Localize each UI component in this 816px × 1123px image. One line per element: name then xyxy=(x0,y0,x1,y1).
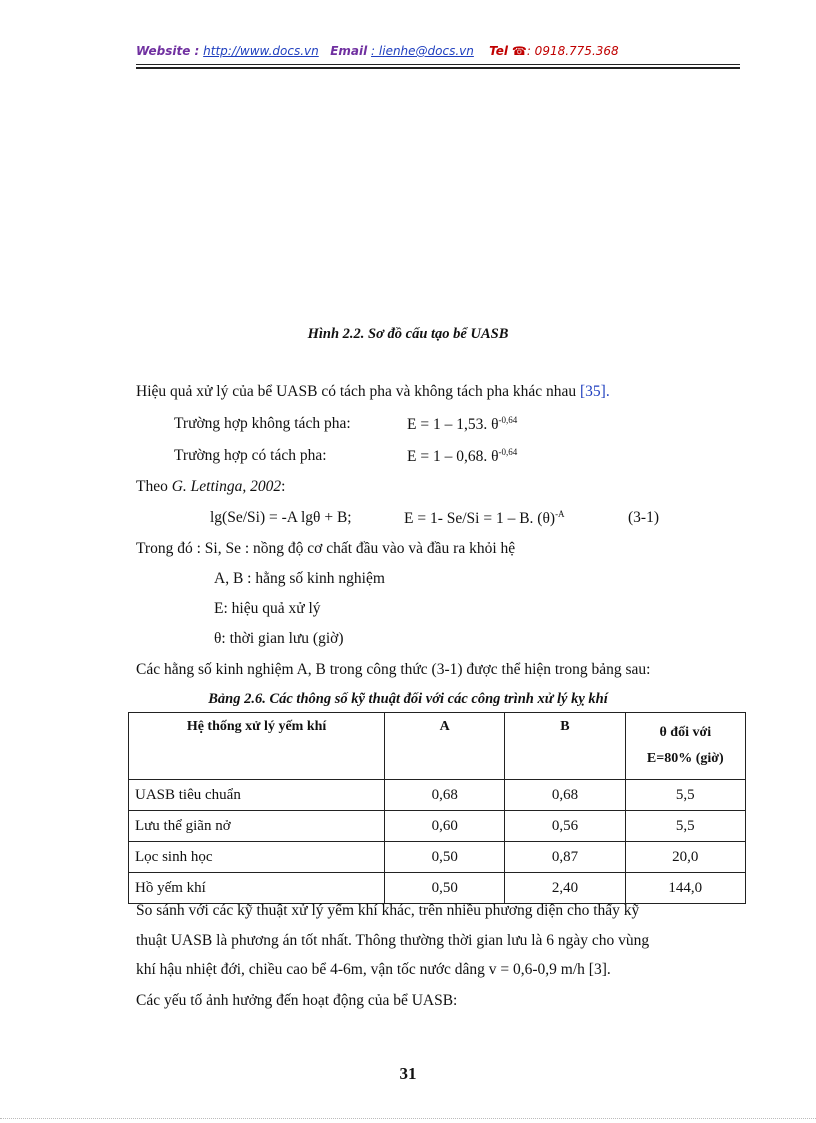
cell-b: 2,40 xyxy=(505,873,625,904)
specs-table xyxy=(128,712,746,904)
cell-theta: 5,5 xyxy=(625,780,745,811)
cell-a: 0,68 xyxy=(385,780,505,811)
cell-system: Hồ yếm khí xyxy=(129,873,385,904)
cell-theta: 5,5 xyxy=(625,811,745,842)
cell-a: 0,50 xyxy=(385,842,505,873)
paragraph-efficiency xyxy=(136,383,610,401)
cell-b: 0,68 xyxy=(505,780,625,811)
header-a: A xyxy=(385,713,505,780)
comparison-line-2: thuật UASB là phương án tốt nhất. Thông thường thời gian lưu là 6 ngày cho vùng xyxy=(136,932,650,949)
tel-label: Tel xyxy=(489,44,509,58)
source-author: G. Lettinga, 2002 xyxy=(171,478,282,495)
where-line-1: Trong đó : Si, Se : nồng độ cơ chất đầu vào và đầu ra khỏi hệ xyxy=(136,540,516,557)
table-row xyxy=(129,842,746,873)
header-system: Hệ thống xử lý yếm khí xyxy=(129,713,385,780)
case-no-separation-formula xyxy=(407,415,517,434)
source-line xyxy=(136,478,285,496)
email-label: Email xyxy=(330,44,368,58)
cell-a: 0,60 xyxy=(385,811,505,842)
footer-dotted-rule xyxy=(0,1118,816,1119)
header-rule-thick xyxy=(136,67,740,69)
website-link[interactable]: http://www.docs.vn xyxy=(203,44,319,58)
email-link[interactable]: : lienhe@docs.vn xyxy=(371,44,474,58)
case-separation-label: Trường hợp có tách pha: xyxy=(174,447,327,464)
source-suffix: : xyxy=(281,478,286,495)
table-caption: Bảng 2.6. Các thông số kỹ thuật đối với các công trình xử lý kỵ khí xyxy=(208,691,608,707)
formula-text: E = 1 – 0,68. θ xyxy=(407,448,499,466)
cell-system: Lưu thể giãn nở xyxy=(129,811,385,842)
website-label: Website : xyxy=(136,44,200,58)
equation-exponent: -A xyxy=(555,509,565,519)
header-b: B xyxy=(505,713,625,780)
cell-theta: 20,0 xyxy=(625,842,745,873)
table-row xyxy=(129,873,746,904)
paragraph-efficiency-text: Hiệu quả xử lý của bể UASB có tách pha và không tách pha khác nhau xyxy=(136,383,577,400)
header-theta-line-1: θ đối với xyxy=(659,725,712,740)
cell-system: UASB tiêu chuẩn xyxy=(129,780,385,811)
page-number: 31 xyxy=(399,1064,417,1083)
header-rule-thin xyxy=(136,64,740,65)
cell-b: 0,56 xyxy=(505,811,625,842)
cell-a: 0,50 xyxy=(385,873,505,904)
comparison-line-1: So sánh với các kỹ thuật xử lý yếm khí khác, trên nhiều phương diện cho thấy kỹ xyxy=(136,902,640,919)
where-line-3: E: hiệu quả xử lý xyxy=(214,600,321,617)
phone-icon: ☎ xyxy=(511,44,527,58)
where-line-4: θ: thời gian lưu (giờ) xyxy=(214,630,344,647)
where-line-2: A, B : hằng số kinh nghiệm xyxy=(214,570,385,587)
equation-right-text: E = 1- Se/Si = 1 – B. (θ) xyxy=(404,510,556,528)
comparison-line-3: khí hậu nhiệt đới, chiều cao bể 4-6m, vận tốc nước dâng v = 0,6-0,9 m/h [3]. xyxy=(136,961,611,978)
cell-system: Lọc sinh học xyxy=(129,842,385,873)
figure-caption: Hình 2.2. Sơ đồ cấu tạo bể UASB xyxy=(307,326,509,342)
factors-heading: Các yếu tố ảnh hưởng đến hoạt động của bể UASB: xyxy=(136,992,458,1009)
table-header-row xyxy=(129,713,746,780)
case-no-separation-label: Trường hợp không tách pha: xyxy=(174,415,351,432)
header-theta-line-2: E=80% (giờ) xyxy=(646,751,724,766)
equation-left: lg(Se/Si) = -A lgθ + B; xyxy=(210,509,352,526)
equation-right xyxy=(404,509,565,528)
case-separation-formula xyxy=(407,447,517,466)
cell-b: 0,87 xyxy=(505,842,625,873)
formula-exponent: -0,64 xyxy=(498,447,518,457)
table-row xyxy=(129,811,746,842)
table-intro: Các hằng số kinh nghiệm A, B trong công thức (3-1) được thể hiện trong bảng sau: xyxy=(136,661,651,678)
equation-number: (3-1) xyxy=(628,509,659,526)
formula-text: E = 1 – 1,53. θ xyxy=(407,416,499,434)
formula-exponent: -0,64 xyxy=(498,415,518,425)
header-theta xyxy=(625,713,745,780)
source-prefix: Theo xyxy=(136,478,168,495)
cell-theta: 144,0 xyxy=(625,873,745,904)
table-row xyxy=(129,780,746,811)
tel-value: : 0918.775.368 xyxy=(526,44,619,58)
reference-link[interactable]: [35]. xyxy=(580,383,610,400)
